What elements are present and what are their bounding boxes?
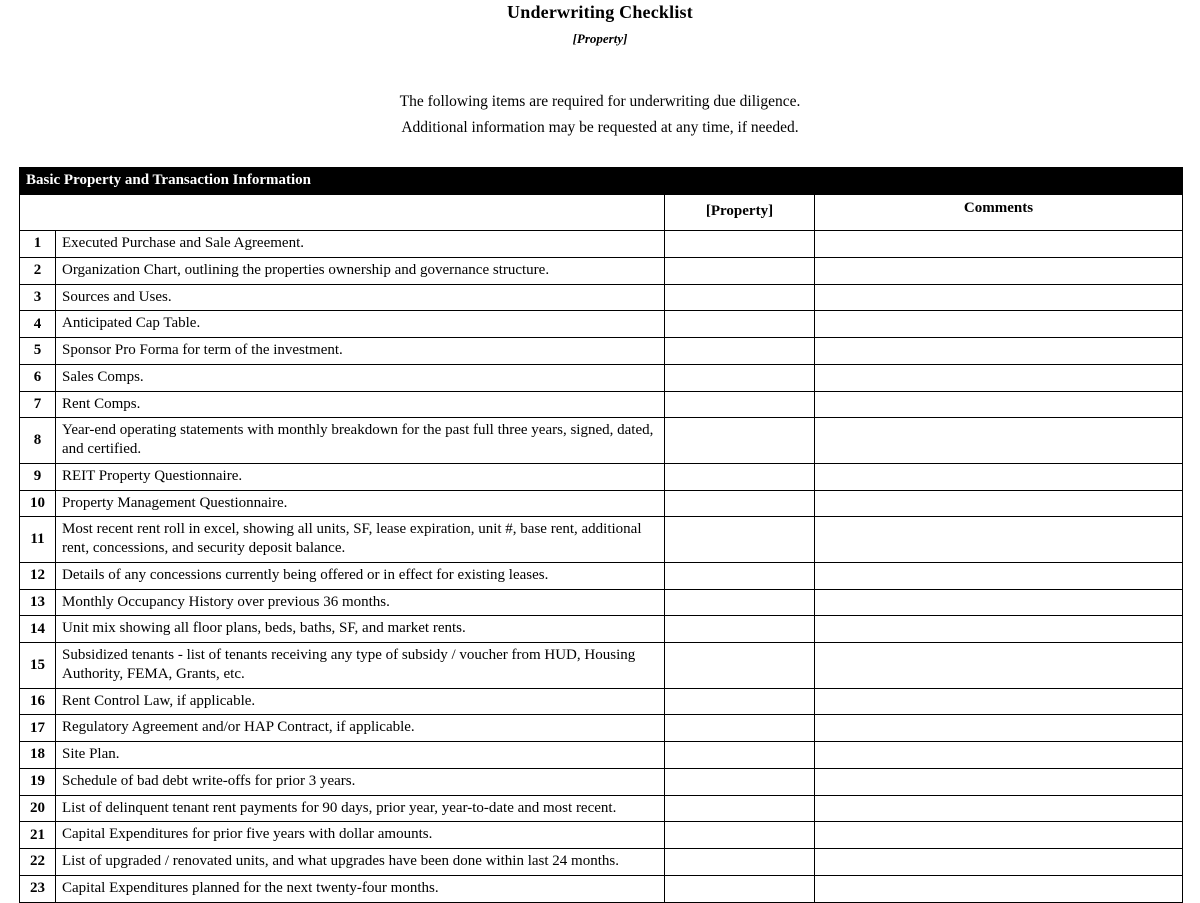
item-description: Year-end operating statements with monthly breakdown for the past full three years, signed, dated, and certified.: [56, 418, 665, 464]
comment-cell[interactable]: [815, 795, 1183, 822]
row-number: 8: [20, 418, 56, 464]
row-number: 4: [20, 311, 56, 338]
comment-cell[interactable]: [815, 742, 1183, 769]
row-number: 6: [20, 364, 56, 391]
checklist-row: [20, 715, 1183, 742]
property-placeholder: [Property]: [572, 31, 628, 46]
comment-cell[interactable]: [815, 311, 1183, 338]
column-header-row: [20, 195, 1183, 231]
checklist-row: [20, 231, 1183, 258]
section-header-row: [20, 168, 1183, 195]
checklist-row: [20, 490, 1183, 517]
property-value-cell[interactable]: [665, 418, 815, 464]
property-value-cell[interactable]: [665, 822, 815, 849]
item-description: Sponsor Pro Forma for term of the investment.: [56, 338, 665, 365]
checklist-row: [20, 688, 1183, 715]
property-value-cell[interactable]: [665, 875, 815, 902]
row-number: 21: [20, 822, 56, 849]
checklist-row: [20, 562, 1183, 589]
item-description: Schedule of bad debt write-offs for prior 3 years.: [56, 768, 665, 795]
property-value-cell[interactable]: [665, 490, 815, 517]
checklist-row: [20, 742, 1183, 769]
property-value-cell[interactable]: [665, 795, 815, 822]
item-description: Executed Purchase and Sale Agreement.: [56, 231, 665, 258]
comments-column-header: Comments: [815, 195, 1183, 231]
item-description: Most recent rent roll in excel, showing all units, SF, lease expiration, unit #, base rent, additional rent, concessions, and security deposit balance.: [56, 517, 665, 563]
item-column-header: [20, 195, 665, 231]
checklist-row: [20, 517, 1183, 563]
property-value-cell[interactable]: [665, 517, 815, 563]
checklist-row: [20, 795, 1183, 822]
row-number: 2: [20, 257, 56, 284]
row-number: 18: [20, 742, 56, 769]
item-description: REIT Property Questionnaire.: [56, 463, 665, 490]
intro-line-1: The following items are required for underwriting due diligence.: [399, 93, 801, 110]
row-number: 12: [20, 562, 56, 589]
intro-line-2: Additional information may be requested at any time, if needed.: [401, 119, 799, 136]
row-number: 5: [20, 338, 56, 365]
item-description: Site Plan.: [56, 742, 665, 769]
property-value-cell[interactable]: [665, 849, 815, 876]
property-value-cell[interactable]: [665, 768, 815, 795]
row-number: 13: [20, 589, 56, 616]
item-description: Sources and Uses.: [56, 284, 665, 311]
property-value-cell[interactable]: [665, 391, 815, 418]
item-description: Property Management Questionnaire.: [56, 490, 665, 517]
comment-cell[interactable]: [815, 231, 1183, 258]
checklist-row: [20, 257, 1183, 284]
checklist-row: [20, 768, 1183, 795]
checklist-row: [20, 589, 1183, 616]
property-column-header: [Property]: [665, 195, 815, 231]
row-number: 9: [20, 463, 56, 490]
checklist-row: [20, 338, 1183, 365]
row-number: 20: [20, 795, 56, 822]
row-number: 17: [20, 715, 56, 742]
property-value-cell[interactable]: [665, 231, 815, 258]
checklist-row: [20, 616, 1183, 643]
section-title: Basic Property and Transaction Information: [20, 168, 1183, 195]
checklist-row: [20, 643, 1183, 689]
property-value-cell[interactable]: [665, 284, 815, 311]
comment-cell[interactable]: [815, 418, 1183, 464]
comment-cell[interactable]: [815, 562, 1183, 589]
checklist-row: [20, 311, 1183, 338]
property-value-cell[interactable]: [665, 311, 815, 338]
item-description: Capital Expenditures planned for the next twenty-four months.: [56, 875, 665, 902]
comment-cell[interactable]: [815, 643, 1183, 689]
page-title: Underwriting Checklist: [507, 2, 693, 22]
property-value-cell[interactable]: [665, 338, 815, 365]
intro-text: [0, 89, 1200, 141]
row-number: 3: [20, 284, 56, 311]
checklist-row: [20, 364, 1183, 391]
checklist-row: [20, 822, 1183, 849]
property-value-cell[interactable]: [665, 643, 815, 689]
property-value-cell[interactable]: [665, 562, 815, 589]
checklist-rows: [20, 231, 1183, 903]
property-value-cell[interactable]: [665, 463, 815, 490]
checklist-table: [19, 167, 1183, 903]
comment-cell[interactable]: [815, 875, 1183, 902]
item-description: Regulatory Agreement and/or HAP Contract, if applicable.: [56, 715, 665, 742]
item-description: Rent Control Law, if applicable.: [56, 688, 665, 715]
comment-cell[interactable]: [815, 715, 1183, 742]
property-value-cell[interactable]: [665, 715, 815, 742]
item-description: Rent Comps.: [56, 391, 665, 418]
checklist-row: [20, 849, 1183, 876]
row-number: 11: [20, 517, 56, 563]
item-description: List of upgraded / renovated units, and what upgrades have been done within last 24 months.: [56, 849, 665, 876]
property-value-cell[interactable]: [665, 742, 815, 769]
row-number: 7: [20, 391, 56, 418]
checklist-row: [20, 875, 1183, 902]
property-value-cell[interactable]: [665, 589, 815, 616]
checklist-row: [20, 463, 1183, 490]
comment-cell[interactable]: [815, 284, 1183, 311]
item-description: Anticipated Cap Table.: [56, 311, 665, 338]
comment-cell[interactable]: [815, 616, 1183, 643]
property-value-cell[interactable]: [665, 364, 815, 391]
comment-cell[interactable]: [815, 517, 1183, 563]
row-number: 23: [20, 875, 56, 902]
property-value-cell[interactable]: [665, 616, 815, 643]
row-number: 10: [20, 490, 56, 517]
comment-cell[interactable]: [815, 822, 1183, 849]
item-description: Monthly Occupancy History over previous 36 months.: [56, 589, 665, 616]
row-number: 15: [20, 643, 56, 689]
comment-cell[interactable]: [815, 364, 1183, 391]
comment-cell[interactable]: [815, 589, 1183, 616]
document-header: [0, 0, 1200, 141]
checklist-row: [20, 418, 1183, 464]
comment-cell[interactable]: [815, 257, 1183, 284]
comment-cell[interactable]: [815, 391, 1183, 418]
row-number: 22: [20, 849, 56, 876]
item-description: Details of any concessions currently being offered or in effect for existing leases.: [56, 562, 665, 589]
comment-cell[interactable]: [815, 688, 1183, 715]
row-number: 14: [20, 616, 56, 643]
checklist-row: [20, 284, 1183, 311]
comment-cell[interactable]: [815, 338, 1183, 365]
item-description: Organization Chart, outlining the properties ownership and governance structure.: [56, 257, 665, 284]
row-number: 1: [20, 231, 56, 258]
comment-cell[interactable]: [815, 849, 1183, 876]
property-value-cell[interactable]: [665, 688, 815, 715]
comment-cell[interactable]: [815, 768, 1183, 795]
item-description: Subsidized tenants - list of tenants receiving any type of subsidy / voucher from HUD, Housing Authority, FEMA, Grants, etc.: [56, 643, 665, 689]
row-number: 19: [20, 768, 56, 795]
item-description: Sales Comps.: [56, 364, 665, 391]
comment-cell[interactable]: [815, 463, 1183, 490]
property-value-cell[interactable]: [665, 257, 815, 284]
item-description: Unit mix showing all floor plans, beds, baths, SF, and market rents.: [56, 616, 665, 643]
row-number: 16: [20, 688, 56, 715]
item-description: List of delinquent tenant rent payments for 90 days, prior year, year-to-date and most recent.: [56, 795, 665, 822]
comment-cell[interactable]: [815, 490, 1183, 517]
item-description: Capital Expenditures for prior five years with dollar amounts.: [56, 822, 665, 849]
checklist-row: [20, 391, 1183, 418]
